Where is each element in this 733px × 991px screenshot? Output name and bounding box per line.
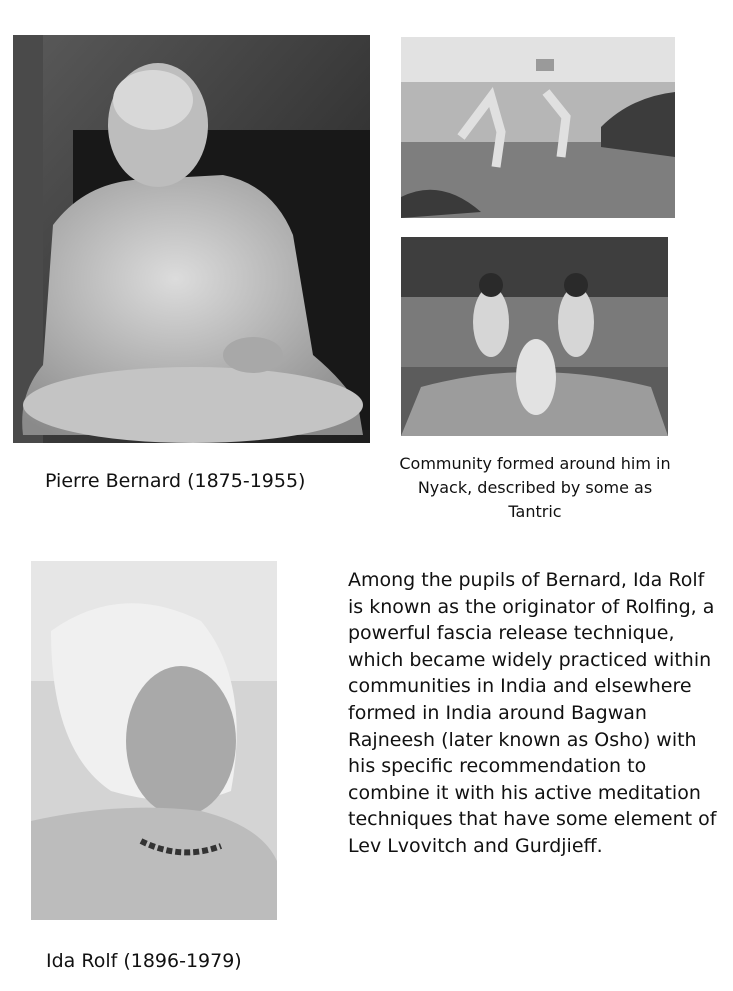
rolfing-description-paragraph: Among the pupils of Bernard, Ida Rolf is known as the originator of Rolfing, a powerful fascia release technique, which became widely practiced within communities in India and elsewhere formed in India around Bagwan Rajneesh (later known as Osho) with his specific recommendation to combine it with his active meditation techniques that have some element of Lev Lvovitch and Gurdjieff. [348,569,717,857]
ida-rolf-photo [31,561,277,920]
nyack-community-caption: Community formed around him in Nyack, described by some as Tantric [399,454,671,521]
pierre-bernard-caption: Pierre Bernard (1875-1955) [45,470,306,492]
nyack-headstand-photo [401,37,675,218]
ida-rolf-caption: Ida Rolf (1896-1979) [46,950,242,972]
nyack-group-photo [401,237,668,436]
pierre-bernard-photo [13,35,370,443]
